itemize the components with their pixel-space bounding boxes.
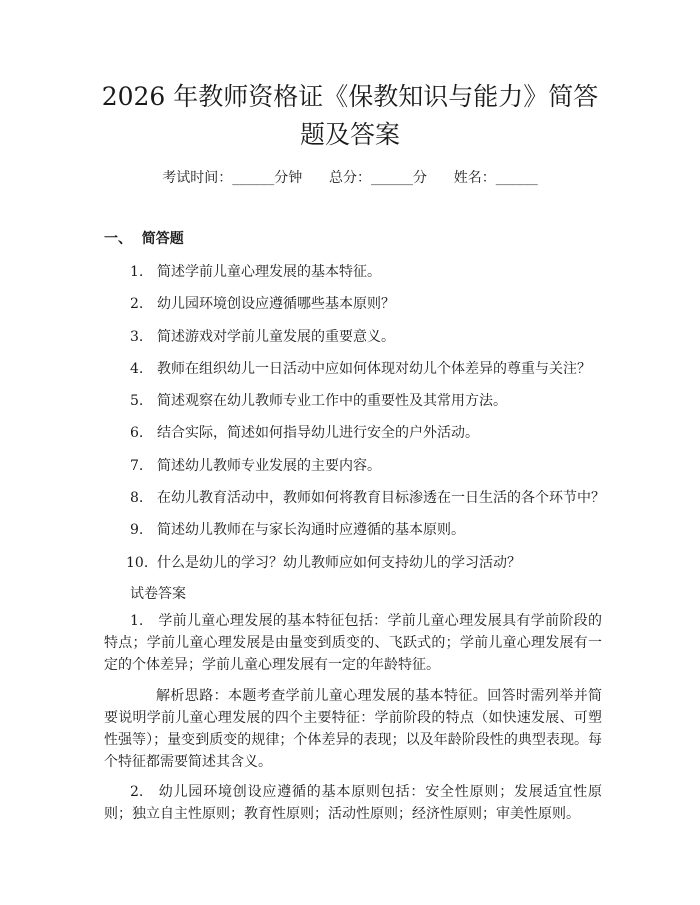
- question-item: [0, 553, 700, 585]
- exam-meta-line: 考试时间：______分钟 总分：______分 姓名：______: [162, 170, 538, 186]
- question-item: [0, 327, 700, 359]
- question-item: [0, 423, 700, 455]
- question-number: 7.: [130, 457, 144, 474]
- question-number: 5.: [130, 393, 144, 410]
- question-number: 3.: [130, 328, 144, 345]
- question-text: 简述学前儿童心理发展的基本特征。: [157, 264, 381, 280]
- question-text: 简述游戏对学前儿童发展的重要意义。: [157, 328, 395, 345]
- question-text: 教师在组织幼儿一日活动中应如何体现对幼儿个体差异的尊重与关注？: [157, 360, 591, 377]
- answer-paragraph: [104, 781, 602, 825]
- question-text: 简述幼儿教师专业发展的主要内容。: [157, 457, 381, 474]
- section-heading: 一、 简答题: [104, 231, 184, 247]
- question-text: 结合实际，简述如何指导幼儿进行安全的户外活动。: [157, 425, 479, 442]
- question-text: 简述观察在幼儿教师专业工作中的重要性及其常用方法。: [157, 393, 507, 410]
- question-number: 8.: [130, 490, 144, 507]
- question-item: [0, 488, 700, 520]
- question-number: 2.: [130, 296, 144, 313]
- question-item: [0, 294, 700, 326]
- question-number: 9.: [130, 522, 144, 539]
- question-number: 4.: [130, 360, 144, 377]
- question-item: [0, 520, 700, 552]
- question-item: [0, 359, 700, 391]
- question-item: [0, 456, 700, 488]
- question-number: 1.: [130, 264, 144, 280]
- question-text: 在幼儿教育活动中，教师如何将教育目标渗透在一日生活的各个环节中？: [157, 490, 605, 507]
- question-list: [0, 262, 700, 585]
- question-item: [0, 262, 700, 294]
- question-number: 10.: [126, 554, 149, 571]
- question-text: 什么是幼儿的学习？幼儿教师应如何支持幼儿的学习活动？: [157, 554, 521, 571]
- question-number: 6.: [130, 425, 144, 442]
- answer-number: 1.: [130, 613, 144, 629]
- answer-number: 2.: [130, 784, 144, 800]
- document-title: 2026 年教师资格证《保教知识与能力》简答题及答案: [101, 82, 599, 149]
- question-text: 简述幼儿教师在与家长沟通时应遵循的基本原则。: [157, 522, 465, 539]
- answer-text: 学前儿童心理发展的基本特征包括：学前儿童心理发展具有学前阶段的特点；学前儿童心理发展是由量变到质变的、飞跃式的；学前儿童心理发展有一定的个体差异；学前儿童心理发展有一定的年龄特征。: [104, 613, 602, 673]
- question-text: 幼儿园环境创设应遵循哪些基本原则？: [157, 296, 395, 313]
- analysis-paragraph: 解析思路：本题考查学前儿童心理发展的基本特征。回答时需列举并简要说明学前儿童心理发展的四个主要特征：学前阶段的特点（如快速发展、可塑性强等）；量变到质变的规律；个体差异的表现；以及年龄阶段性的典型表现。每个特征都需要简述其含义。: [104, 688, 602, 770]
- answer-paragraph: [104, 610, 602, 676]
- answers-label: 试卷答案: [130, 586, 186, 602]
- answer-text: 幼儿园环境创设应遵循的基本原则包括：安全性原则；发展适宜性原则；独立自主性原则；教育性原则；活动性原则；经济性原则；审美性原则。: [104, 784, 602, 822]
- question-item: [0, 391, 700, 423]
